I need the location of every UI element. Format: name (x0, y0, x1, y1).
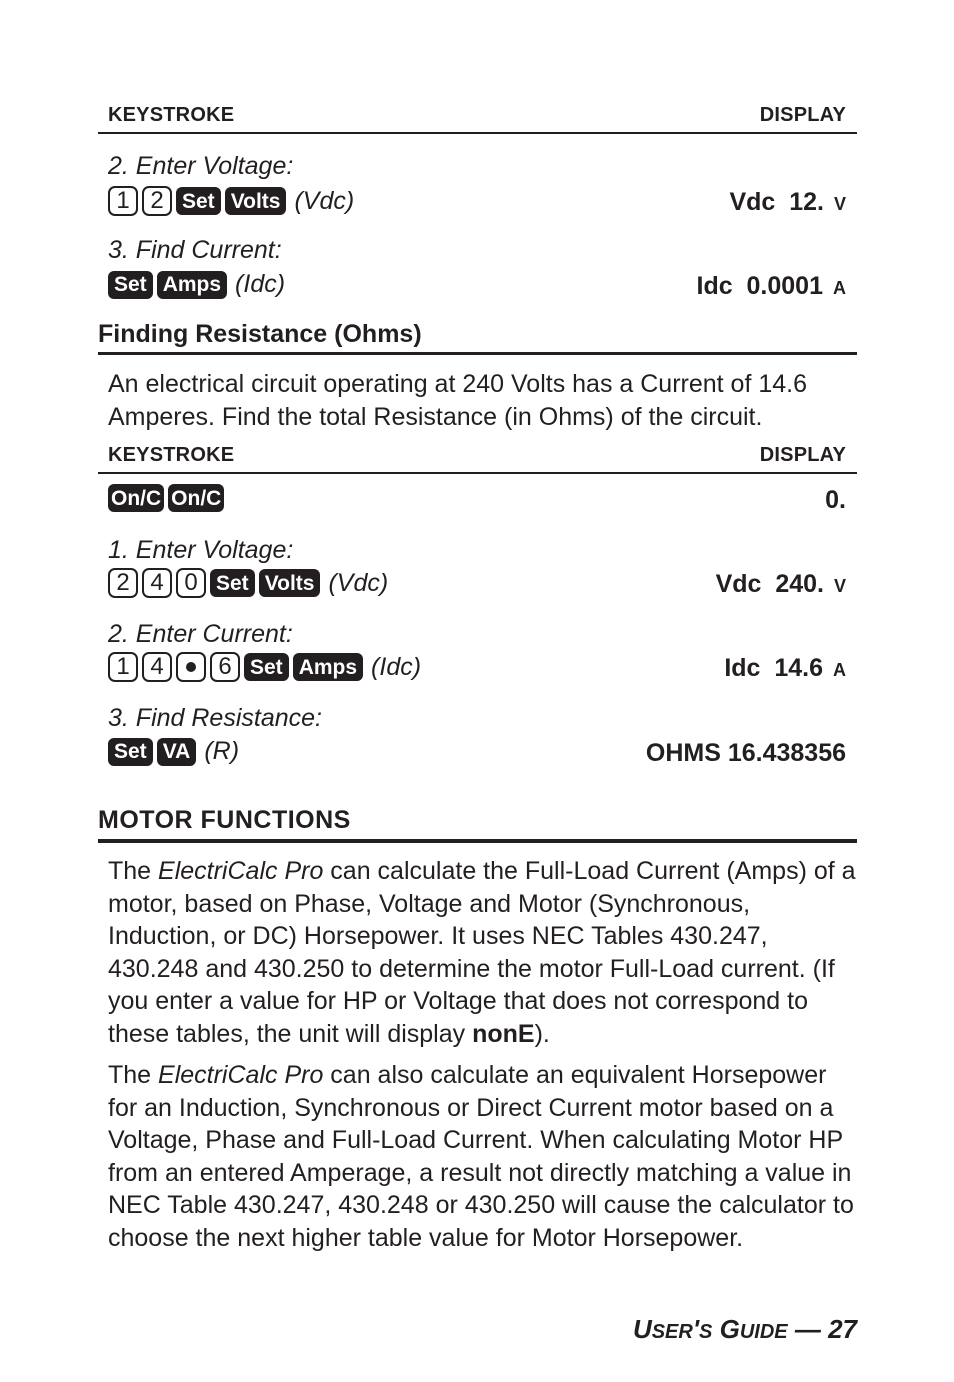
header-rule (98, 472, 857, 474)
page-footer (633, 1314, 857, 1345)
display-code: nonE (472, 1019, 535, 1048)
page-number: — 27 (787, 1314, 857, 1344)
display-reading: Idc 0.0001 (696, 272, 823, 300)
intro-paragraph (108, 368, 856, 433)
keystroke-note: (R) (204, 737, 240, 765)
step-label: 2. Enter Voltage: (108, 152, 294, 180)
display-value (716, 570, 846, 599)
keystroke-sequence (108, 484, 224, 512)
keystroke-sequence (108, 186, 354, 216)
intro-line: Amperes. Find the total Resistance (in Ohms) of the circuit. (108, 402, 763, 431)
footer-text: S (699, 1321, 713, 1343)
text-run: The (108, 1061, 159, 1089)
key-6: 6 (210, 652, 240, 682)
key-va: VA (157, 738, 197, 766)
key-set: Set (210, 569, 255, 597)
display-value: 0. (825, 486, 846, 514)
step-label: 1. Enter Voltage: (108, 536, 294, 564)
key-amps: Amps (157, 271, 227, 299)
key-1: 1 (108, 652, 138, 682)
keystroke-note: (Vdc) (328, 568, 389, 597)
keystroke-column-header: KEYSTROKE (108, 104, 235, 126)
section-heading: MOTOR FUNCTIONS (98, 806, 351, 834)
keystroke-column-header: KEYSTROKE (108, 444, 235, 466)
display-unit: V (833, 576, 846, 596)
product-name: ElectriCalc Pro (158, 1061, 324, 1089)
motor-paragraph-1 (108, 855, 856, 1050)
footer-text: SER (651, 1321, 693, 1343)
key-decimal-point (176, 652, 206, 682)
key-0: 0 (176, 568, 206, 598)
footer-text: UIDE (739, 1321, 788, 1343)
section-rule (98, 839, 857, 843)
display-reading: Vdc 240. (715, 570, 824, 598)
display-unit: V (833, 194, 846, 214)
footer-text: ' (692, 1314, 700, 1344)
header-rule (98, 132, 857, 134)
footer-text: U (632, 1314, 652, 1344)
motor-paragraph-2 (108, 1059, 856, 1254)
display-value (697, 272, 846, 301)
section-rule (98, 352, 857, 355)
key-set: Set (108, 271, 153, 299)
intro-line: An electrical circuit operating at 240 Volts has a Current of 14.6 (108, 370, 807, 398)
keystroke-sequence (108, 737, 239, 766)
step-label: 3. Find Current: (108, 236, 282, 264)
key-set: Set (244, 653, 289, 681)
keystroke-note: (Idc) (235, 270, 286, 298)
display-value (729, 188, 846, 217)
keystroke-note: (Idc) (371, 652, 422, 681)
display-column-header: DISPLAY (759, 444, 846, 466)
key-amps: Amps (293, 653, 363, 681)
text-run: can also calculate an equivalent Horsepower for an Induction, Synchronous or Direct Current motor based on a Voltage, Phase and Full-Load Current. When calculating Motor HP from an entered Amperage, a result not directly matching a value in NEC Table 430.247, 430.248 or 430.250 will cause the calculator to choose the next higher table value for Motor Horsepower. (108, 1061, 854, 1252)
key-set: Set (108, 738, 153, 766)
key-volts: Volts (225, 187, 287, 215)
display-reading: Idc 14.6 (724, 654, 823, 682)
key-4: 4 (142, 652, 172, 682)
display-value (724, 654, 846, 683)
display-value: OHMS 16.438356 (645, 739, 846, 767)
key-on-c: On/C (108, 484, 164, 512)
product-name: ElectriCalc Pro (158, 857, 324, 885)
keystroke-sequence (108, 568, 388, 598)
key-2: 2 (108, 568, 138, 598)
keystroke-note: (Vdc) (294, 186, 355, 215)
text-run: can calculate the Full-Load Current (Amps) of a motor, based on Phase, Voltage and Motor (Synchronous, Induction, or DC) Horsepower. It uses NEC Tables 430.247, 430.248 and 430.250 to determine the motor Full-Load current. (If you enter a value for HP or Voltage that does not correspond to these tables, the unit will display (108, 857, 856, 1048)
display-column-header: DISPLAY (759, 104, 846, 126)
table-header (108, 104, 846, 127)
key-4: 4 (142, 568, 172, 598)
display-reading: Vdc 12. (729, 188, 824, 216)
display-unit: A (833, 278, 846, 298)
text-run: The (108, 857, 159, 885)
step-label: 3. Find Resistance: (108, 704, 322, 732)
key-set: Set (176, 187, 221, 215)
keystroke-sequence (108, 652, 421, 682)
text-run: ). (534, 1019, 550, 1048)
key-1: 1 (108, 186, 138, 216)
key-on-c: On/C (168, 484, 224, 512)
footer-text: G (712, 1314, 740, 1344)
table-header (108, 444, 846, 467)
key-volts: Volts (259, 569, 321, 597)
display-unit: A (833, 660, 846, 680)
step-label: 2. Enter Current: (108, 620, 293, 648)
section-heading: Finding Resistance (Ohms) (98, 320, 422, 348)
decimal-dot-icon (186, 662, 196, 672)
key-2: 2 (142, 186, 172, 216)
keystroke-sequence (108, 270, 285, 299)
